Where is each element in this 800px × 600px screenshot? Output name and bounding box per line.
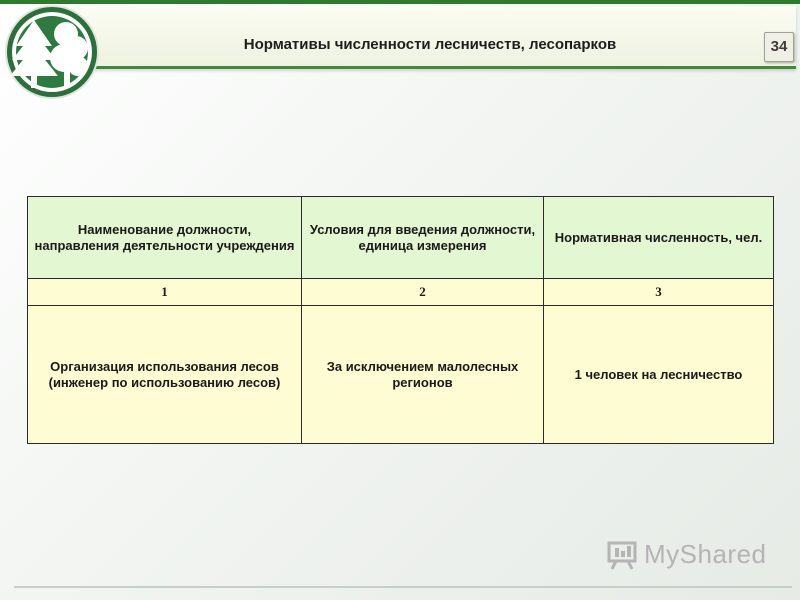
table-row	[28, 306, 774, 444]
column-number: 3	[544, 279, 774, 306]
watermark-text: MyShared	[644, 538, 767, 569]
table-header-row	[28, 197, 774, 279]
table-cell: Организация использования лесов (инженер по использованию лесов)	[28, 306, 302, 444]
table-cell: 1 человек на лесничество	[544, 306, 774, 444]
bottom-divider	[14, 586, 792, 588]
top-accent-bar	[0, 0, 800, 4]
column-number: 2	[302, 279, 544, 306]
header-cell-position: Наименование должности, направления деятельности учреждения	[28, 197, 302, 279]
column-number: 1	[28, 279, 302, 306]
table-cell: За исключением малолесных регионов	[302, 306, 544, 444]
header-cell-headcount: Нормативная численность, чел.	[544, 197, 774, 279]
page-number-badge: 34	[764, 32, 794, 62]
presentation-board-icon	[606, 537, 640, 571]
header-cell-conditions: Условия для введения должности, единица измерения	[302, 197, 544, 279]
myshared-watermark	[606, 536, 767, 572]
slide-title: Нормативы численности лесничеств, лесопарков	[243, 36, 617, 53]
forest-emblem-icon	[4, 4, 100, 100]
norms-table	[27, 196, 774, 444]
column-number-row	[28, 279, 774, 306]
